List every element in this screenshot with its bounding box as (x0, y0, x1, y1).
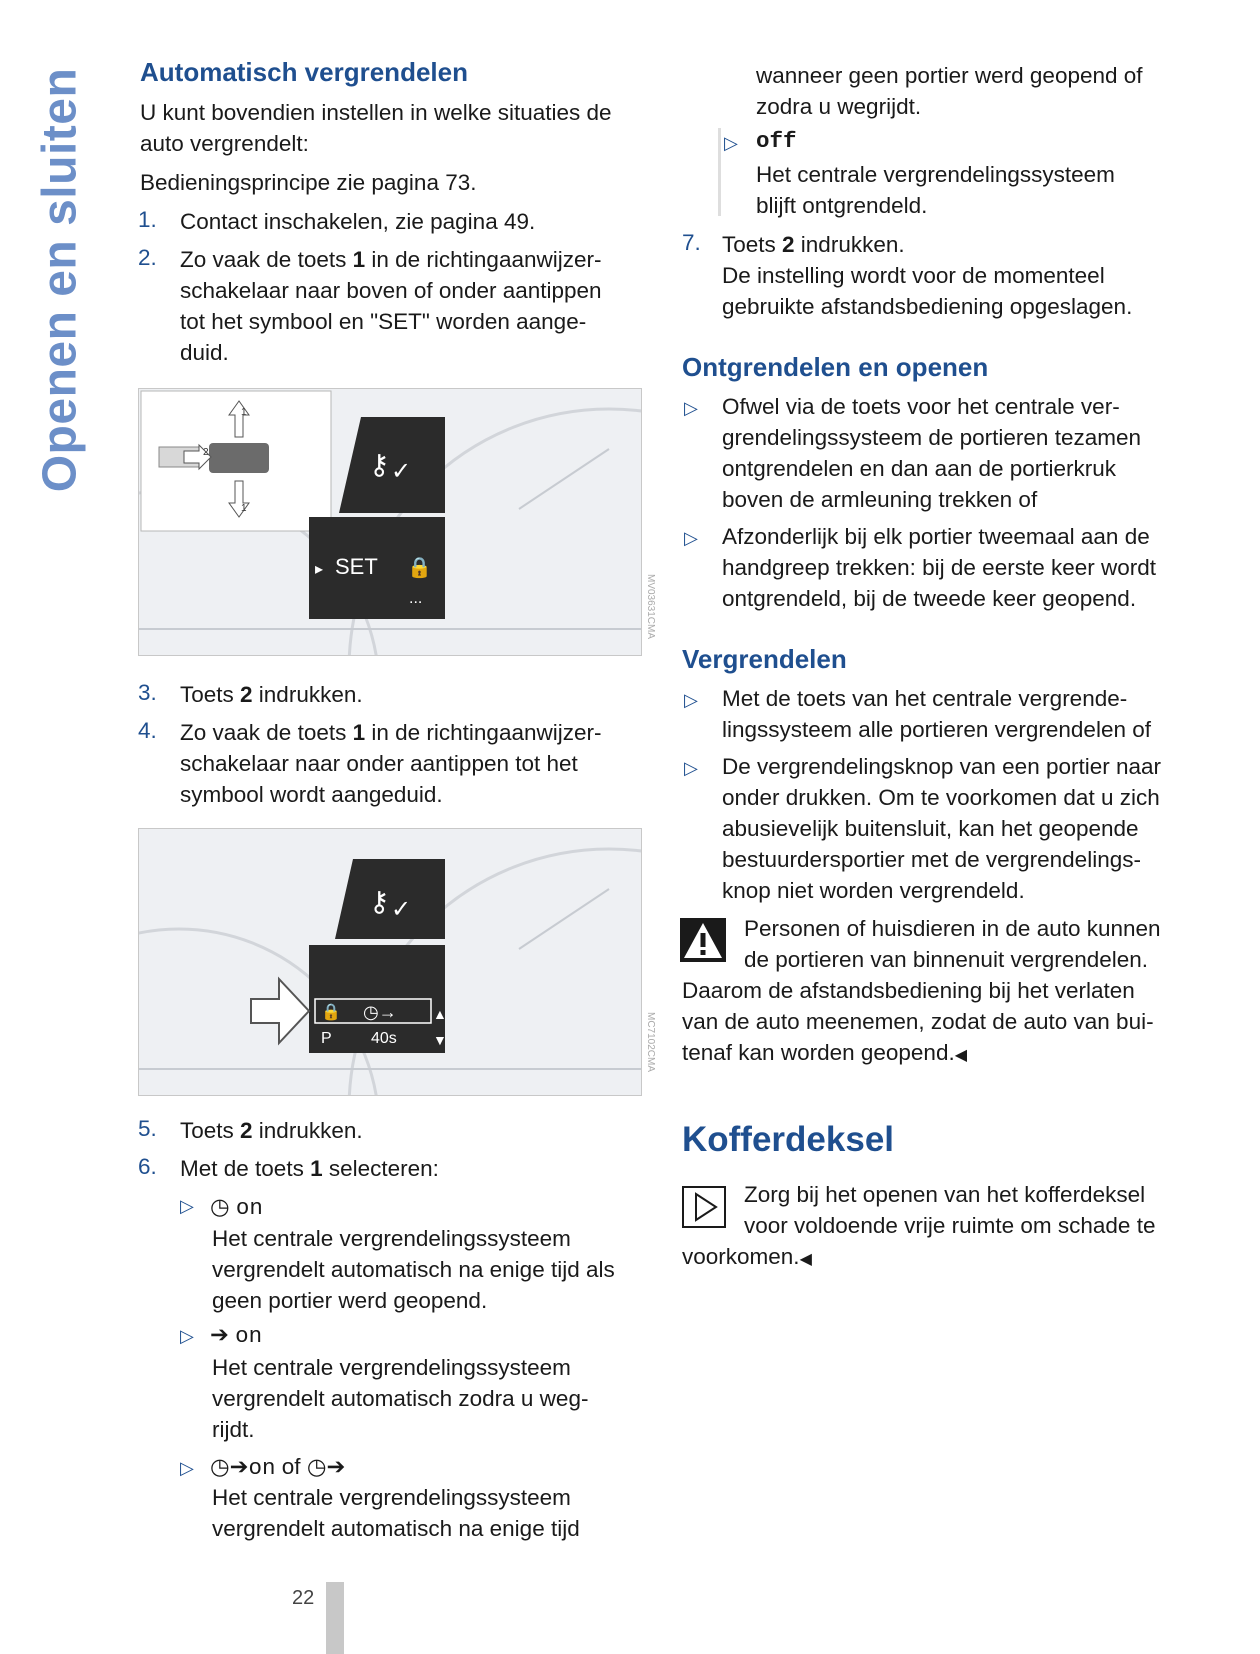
chapter-title: Openen en sluiten (33, 67, 87, 493)
intro-line-1: U kunt bovendien instellen in welke situaties de (140, 100, 612, 125)
option-1-line-1: Het centrale vergrendelingssysteem (212, 1226, 571, 1251)
svg-text:🔒: 🔒 (407, 557, 432, 579)
svg-text:◷→: ◷→ (363, 1002, 397, 1022)
figure-timer-display (138, 828, 642, 1096)
chapter-side-tab (20, 40, 100, 520)
option-3-label: ◷➔on of ◷➔ (210, 1454, 346, 1481)
step-7-line-3: gebruikte afstandsbediening opgeslagen. (722, 294, 1133, 319)
bullet-triangle-icon: ▷ (180, 1196, 194, 1216)
warning-line-2: de portieren van binnenuit vergrendelen. (744, 947, 1149, 972)
heading-vergrendelen: Vergrendelen (682, 644, 847, 674)
arrow-right-icon: ➔ (210, 1322, 229, 1347)
display-p: P (321, 1030, 332, 1047)
figure-1-code: MV03631CMA (645, 574, 656, 640)
svg-text:⚷: ⚷ (369, 886, 390, 917)
step-6-text: Met de toets 1 selecteren: (180, 1156, 439, 1181)
stalk-label-1: 1 (241, 407, 247, 418)
step-1-text: Contact inschakelen, zie pagina 49. (180, 209, 536, 234)
step-4-line-2: schakelaar naar onder aantippen tot het (180, 751, 578, 776)
option-2-line-2: vergrendelt automatisch zodra u weg- (212, 1386, 589, 1411)
unlock-bullet-2-line-2: handgreep trekken: bij de eerste keer wordt (722, 555, 1157, 580)
step-1-number: 1. (138, 207, 157, 232)
option-3-line-1: Het centrale vergrendelingssysteem (212, 1485, 571, 1510)
svg-text:✓: ✓ (391, 458, 412, 485)
svg-text:⚷: ⚷ (369, 449, 390, 480)
intro-line-2: auto vergrendelt: (140, 131, 309, 156)
lock-bullet-2-line-3: abusievelijk buitensluit, kan het geopende (722, 816, 1139, 841)
bullet-triangle-icon: ▷ (180, 1458, 194, 1478)
stalk-label-1b: 1 (241, 503, 247, 514)
unlock-bullet-1-line-1: Ofwel via de toets voor het centrale ver- (722, 394, 1120, 419)
bullet-triangle-icon: ▷ (684, 398, 698, 418)
display-time: 40s (371, 1030, 397, 1047)
lock-bullet-2-line-2: onder drukken. Om te voorkomen dat u zich (722, 785, 1160, 810)
unlock-bullet-2-line-3: ontgrendeld, bij de tweede keer geopend. (722, 586, 1137, 611)
page-number-bar (326, 1582, 344, 1654)
principle-text: Bedieningsprincipe zie pagina 73. (140, 170, 477, 195)
continuation-margin-bar (718, 128, 721, 216)
figure-set-display (138, 388, 642, 656)
svg-text:▸: ▸ (315, 561, 324, 578)
step-2-line-3: tot het symbool en "SET" worden aange- (180, 309, 587, 334)
unlock-bullet-1-line-4: boven de armleuning trekken of (722, 487, 1038, 512)
option-2-line-1: Het centrale vergrendelingssysteem (212, 1355, 571, 1380)
lock-bullet-1-line-1: Met de toets van het centrale vergrende- (722, 686, 1128, 711)
step-4-line-3: symbool wordt aangeduid. (180, 782, 443, 807)
note-triangle-icon (682, 1186, 726, 1228)
lock-bullet-2-line-1: De vergrendelingsknop van een portier naar (722, 754, 1162, 779)
warning-line-3: Daarom de afstandsbediening bij het verlaten (682, 978, 1135, 1003)
continuation-line-1: wanneer geen portier werd geopend of (756, 63, 1143, 88)
figure-2-illustration (139, 829, 641, 1095)
heading-ontgrendelen-en-openen: Ontgrendelen en openen (682, 352, 989, 382)
display-dots: ... (409, 590, 423, 607)
svg-text:🔒: 🔒 (321, 1004, 341, 1021)
bullet-triangle-icon: ▷ (724, 133, 738, 153)
option-off-label: off (756, 128, 797, 154)
svg-text:▼: ▼ (433, 1032, 447, 1048)
svg-text:✓: ✓ (391, 896, 412, 923)
heading-kofferdeksel: Kofferdeksel (682, 1120, 895, 1159)
note-line-2: voor voldoende vrije ruimte om schade te (744, 1213, 1156, 1238)
step-2-line-1: Zo vaak de toets 1 in de richtingaanwijzer- (180, 247, 602, 272)
heading-automatisch-vergrendelen: Automatisch vergrendelen (140, 57, 468, 87)
step-2-number: 2. (138, 245, 157, 270)
step-3-text: Toets 2 indrukken. (180, 682, 363, 707)
step-4-number: 4. (138, 718, 157, 743)
step-2-line-4: duid. (180, 340, 229, 365)
unlock-bullet-1-line-2: grendelingssysteem de portieren tezamen (722, 425, 1141, 450)
step-5-number: 5. (138, 1116, 157, 1141)
option-3-line-2: vergrendelt automatisch na enige tijd (212, 1516, 580, 1541)
option-2-line-3: rijdt. (212, 1417, 255, 1442)
option-1-label: ◷ on (210, 1194, 263, 1221)
lock-bullet-2-line-4: bestuurdersportier met de vergrendelings- (722, 847, 1141, 872)
clock-arrow-icon: ◷➔ (210, 1454, 249, 1479)
warning-line-4: van de auto meenemen, zodat de auto van bui- (682, 1009, 1154, 1034)
clock-arrow-icon: ◷➔ (306, 1454, 346, 1479)
step-7-text: Toets 2 indrukken. (722, 232, 905, 257)
warning-line-5: tenaf kan worden geopend.◀ (682, 1040, 968, 1065)
figure-1-illustration (139, 389, 641, 655)
option-off-line-2: blijft ontgrendeld. (756, 193, 928, 218)
lock-bullet-2-line-5: knop niet worden vergrendeld. (722, 878, 1025, 903)
step-5-text: Toets 2 indrukken. (180, 1118, 363, 1143)
unlock-bullet-2-line-1: Afzonderlijk bij elk portier tweemaal aan de (722, 524, 1150, 549)
figure-2-code: MC7102CMA (645, 1012, 656, 1073)
step-4-line-1: Zo vaak de toets 1 in de richtingaanwijzer- (180, 720, 602, 745)
bullet-triangle-icon: ▷ (684, 528, 698, 548)
display-set-text: SET (335, 554, 378, 579)
bullet-triangle-icon: ▷ (684, 758, 698, 778)
option-off-line-1: Het centrale vergrendelingssysteem (756, 162, 1115, 187)
option-1-line-2: vergrendelt automatisch na enige tijd als (212, 1257, 615, 1282)
page-number: 22 (292, 1587, 315, 1609)
end-mark-icon: ◀ (954, 1047, 968, 1064)
step-2-line-2: schakelaar naar boven of onder aantippen (180, 278, 602, 303)
clock-icon: ◷ (210, 1194, 230, 1219)
stalk-label-2: 2 (203, 447, 209, 458)
step-7-number: 7. (682, 230, 701, 255)
unlock-bullet-1-line-3: ontgrendelen en dan aan de portierkruk (722, 456, 1117, 481)
step-3-number: 3. (138, 680, 157, 705)
note-line-3: voorkomen.◀ (682, 1244, 812, 1269)
end-mark-icon: ◀ (799, 1251, 812, 1268)
note-line-1: Zorg bij het openen van het kofferdeksel (744, 1182, 1146, 1207)
lock-bullet-1-line-2: lingssysteem alle portieren vergrendelen of (722, 717, 1151, 742)
warning-line-1: Personen of huisdieren in de auto kunnen (744, 916, 1161, 941)
bullet-triangle-icon: ▷ (180, 1326, 194, 1346)
continuation-line-2: zodra u wegrijdt. (756, 94, 922, 119)
step-6-number: 6. (138, 1154, 157, 1179)
bullet-triangle-icon: ▷ (684, 690, 698, 710)
option-2-label: ➔ on (210, 1322, 263, 1349)
step-7-line-2: De instelling wordt voor de momenteel (722, 263, 1105, 288)
warning-icon (680, 918, 726, 962)
option-1-line-3: geen portier werd geopend. (212, 1288, 488, 1313)
svg-text:▲: ▲ (433, 1006, 447, 1022)
